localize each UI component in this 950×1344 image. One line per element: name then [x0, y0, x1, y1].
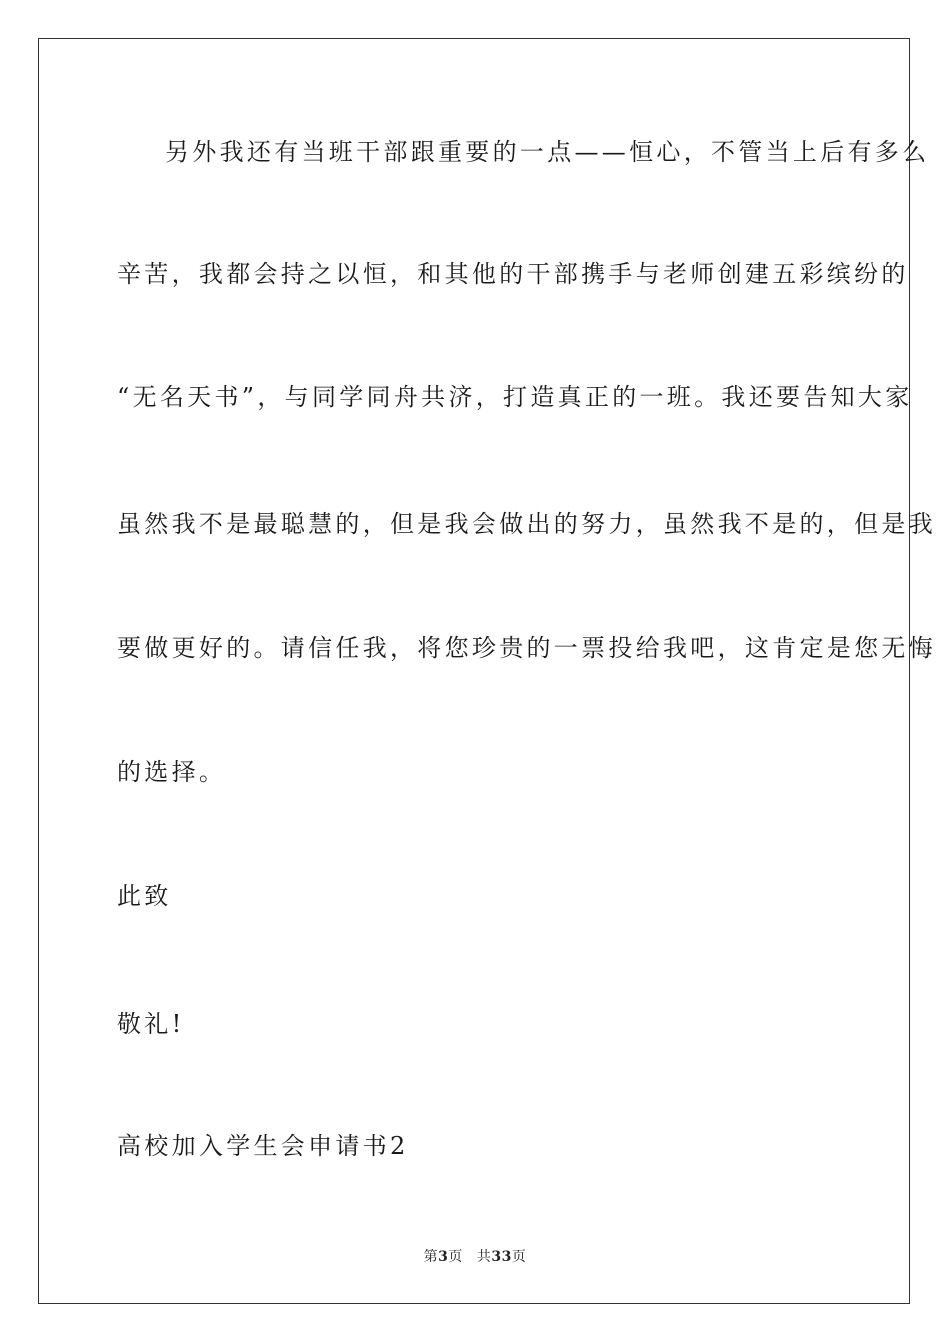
footer-total-prefix: 共 — [476, 1249, 492, 1265]
page-border — [38, 38, 936, 1304]
paragraph-line-3: “无名天书”，与同学同舟共济，打造真正的一班。我还要告知大家 — [117, 383, 913, 411]
page-footer — [0, 1248, 950, 1266]
paragraph-line-5: 要做更好的。请信任我，将您珍贵的一票投给我吧，这肯定是您无悔 — [117, 634, 936, 662]
footer-total-pages: 33 — [491, 1249, 512, 1265]
footer-total-suffix: 页 — [511, 1249, 527, 1265]
paragraph-line-6: 的选择。 — [117, 758, 227, 786]
footer-page-number: 3 — [438, 1249, 449, 1265]
section-title: 高校加入学生会申请书2 — [117, 1132, 409, 1160]
footer-page-suffix: 页 — [448, 1249, 463, 1265]
paragraph-line-2: 辛苦，我都会持之以恒，和其他的干部携手与老师创建五彩缤纷的 — [117, 260, 909, 288]
closing-salutation: 此致 — [117, 882, 172, 910]
paragraph-line-4: 虽然我不是最聪慧的，但是我会做出的努力，虽然我不是的，但是我 — [117, 510, 936, 538]
paragraph-line-1: 另外我还有当班干部跟重要的一点——恒心，不管当上后有多么 — [165, 138, 930, 166]
closing-regards: 敬礼! — [117, 1010, 185, 1038]
footer-page-prefix: 第 — [423, 1249, 439, 1265]
